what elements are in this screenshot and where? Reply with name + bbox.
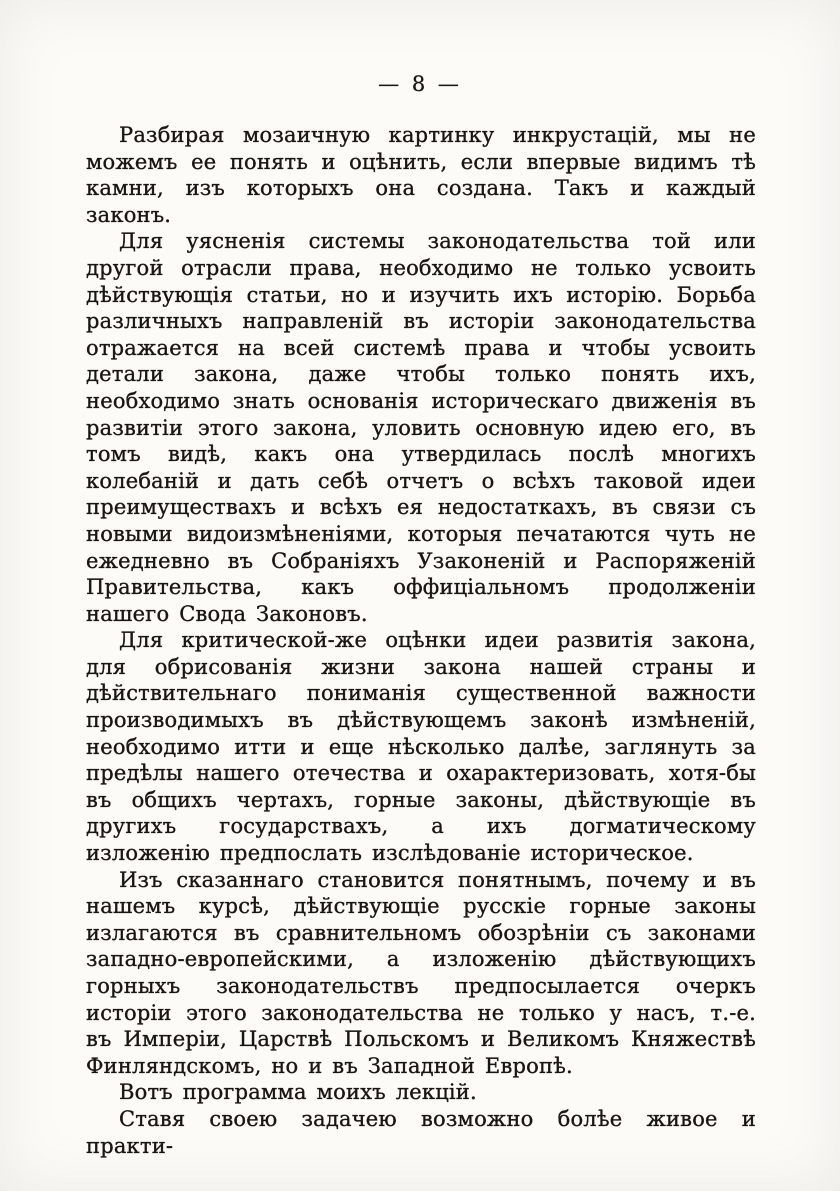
paragraph-4: Изъ сказаннаго становится понятнымъ, почему и въ нашемъ курсѣ, дѣйствующіе русскіе горные законы излагаются въ сравнительномъ обозрѣніи съ законами западно-европейскими, а изложенію дѣйствующихъ горныхъ законодательствъ предпосылается очеркъ исторіи этого законодательства не только у насъ, т.-е. въ Имперіи, Царствѣ Польскомъ и Великомъ Княжествѣ Финляндскомъ, но и въ Западной Европѣ. <box>86 867 756 1078</box>
paragraph-6: Ставя своею задачею возможно болѣе живое и практи- <box>86 1106 756 1158</box>
paragraph-2: Для уясненія системы законодательства той или другой отрасли права, необходимо не только усвоить дѣйствующія статьи, но и изучить ихъ исторію. Борьба различныхъ направленій въ исторіи законодательства отражается на всей системѣ права и чтобы усвоить детали закона, даже чтобы только понять ихъ, необходимо знать основанія историческаго движенія въ развитіи этого закона, уловить основную идею его, въ томъ видѣ, какъ она утвердилась послѣ многихъ колебаній и дать себѣ отчетъ о всѣхъ таковой идеи преимуществахъ и всѣхъ ея недостаткахъ, въ связи съ новыми видоизмѣненіями, которыя печатаются чуть не ежедневно въ Собраніяхъ Узаконеній и Распоряженій Правительства, какъ оффиціальномъ продолженіи нашего Свода Законовъ. <box>86 229 756 626</box>
paragraph-5: Вотъ программа моихъ лекцій. <box>119 1080 477 1105</box>
page-number: — 8 — <box>378 72 462 96</box>
page-text <box>86 122 756 1159</box>
paragraph-1: Разбирая мозаичную картинку инкрустацій, мы не можемъ ее понять и оцѣнить, если впервые видимъ тѣ камни, изъ которыхъ она создана. Такъ и каждый законъ. <box>86 123 756 227</box>
paragraph-3: Для критической-же оцѣнки идеи развитія закона, для обрисованія жизни закона нашей страны и дѣйствительнаго пониманія существенной важности производимыхъ въ дѣйствующемъ законѣ измѣненій, необходимо итти и еще нѣсколько далѣе, заглянуть за предѣлы нашего отечества и охарактеризовать, хотя-бы въ общихъ чертахъ, горные законы, дѣйствующіе въ другихъ государствахъ, а ихъ догматическому изложенію предпослать изслѣдованіе историческое. <box>86 628 756 866</box>
